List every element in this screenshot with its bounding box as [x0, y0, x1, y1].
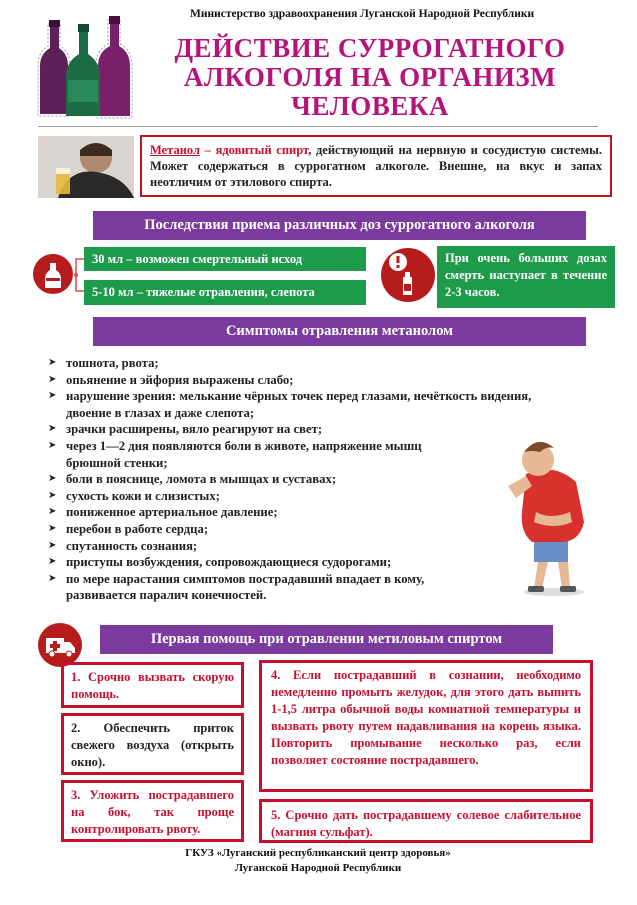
list-item: ➤ нарушение зрения: мелькание чёрных точек перед глазами, нечёткость видения, двоение в глазах и даже слепота; [44, 388, 564, 421]
bottles-icon [28, 10, 148, 122]
warning-vial-icon [381, 248, 435, 302]
list-item: ➤ опьянение и эйфория выражены слабо; [44, 372, 564, 389]
first-aid-step-5: 5. Срочно дать пострадавшему солевое слабительное (магния сульфат). [259, 799, 593, 843]
symptoms-list [44, 355, 564, 604]
bottle-dose-icon [33, 254, 73, 294]
list-item: ➤ зрачки расширены, вяло реагируют на свет; [44, 421, 564, 438]
list-item: ➤ тошнота, рвота; [44, 355, 564, 372]
list-item: ➤ спутанность сознания; [44, 538, 564, 555]
methanol-term: Метанол [150, 143, 201, 157]
methanol-rest: , действующий на нервную и сосудистую системы. Может содержаться в суррогатном алкоголе. Внешне, на вкус и запах неотличим от этилового спирта. [150, 143, 602, 189]
first-aid-step-3: 3. Уложить пострадавшего на бок, так проще контролировать рвоту. [61, 780, 244, 842]
list-item: ➤ перебои в работе сердца; [44, 521, 564, 538]
list-item: ➤ по мере нарастания симптомов пострадавший впадает в кому, развивается паралич конечностей. [44, 571, 564, 604]
methanol-highlight: ядовитый спирт [215, 143, 309, 157]
methanol-description [140, 135, 612, 197]
drunk-man-image [38, 136, 134, 198]
list-item: ➤ через 1—2 дня появляются боли в животе, напряжение мышц брюшной стенки; [44, 438, 564, 471]
page-title: ДЕЙСТВИЕ СУРРОГАТНОГО АЛКОГОЛЯ НА ОРГАНИЗМ ЧЕЛОВЕКА [174, 33, 566, 121]
list-item: ➤ приступы возбуждения, сопровождающиеся судорогами; [44, 554, 564, 571]
list-item: ➤ боли в пояснице, ломота в мышцах и суставах; [44, 471, 564, 488]
large-dose-note: При очень больших дозах смерть наступает в течение 2-3 часов. [437, 246, 615, 308]
symptoms-banner: Симптомы отравления метанолом [93, 317, 586, 346]
list-item: ➤ пониженное артериальное давление; [44, 504, 564, 521]
footer-republic: Луганской Народной Республики [234, 862, 402, 874]
methanol-dash: – [200, 143, 216, 157]
first-aid-step-4: 4. Если пострадавший в сознании, необходимо немедленно промыть желудок, для этого дать выпить 1-1,5 литра обычной воды комнатной температуры и вызвать рвоту путем надавливания на корень языка. Повторить промывание несколько раз, если позволяет состояние пострадавшего. [259, 660, 593, 792]
ministry-name: Министерство здравоохранения Луганской Народной Республики [190, 8, 535, 20]
sick-man-image [500, 428, 608, 598]
fatal-dose: 30 мл – возможен смертельный исход [84, 247, 366, 271]
severe-dose: 5-10 мл – тяжелые отравления, слепота [84, 280, 366, 305]
footer-organization: ГКУЗ «Луганский республиканский центр здоровья» [185, 847, 451, 859]
first-aid-banner: Первая помощь при отравлении метиловым спиртом [100, 625, 553, 654]
list-item: ➤ сухость кожи и слизистых; [44, 488, 564, 505]
footer [140, 846, 496, 876]
doses-banner: Последствия приема различных доз суррогатного алкоголя [93, 211, 586, 240]
ambulance-icon [38, 623, 82, 667]
first-aid-step-2: 2. Обеспечить приток свежего воздуха (открыть окно). [61, 713, 244, 775]
header-divider [38, 126, 598, 127]
first-aid-step-1: 1. Срочно вызвать скорую помощь. [61, 662, 244, 708]
